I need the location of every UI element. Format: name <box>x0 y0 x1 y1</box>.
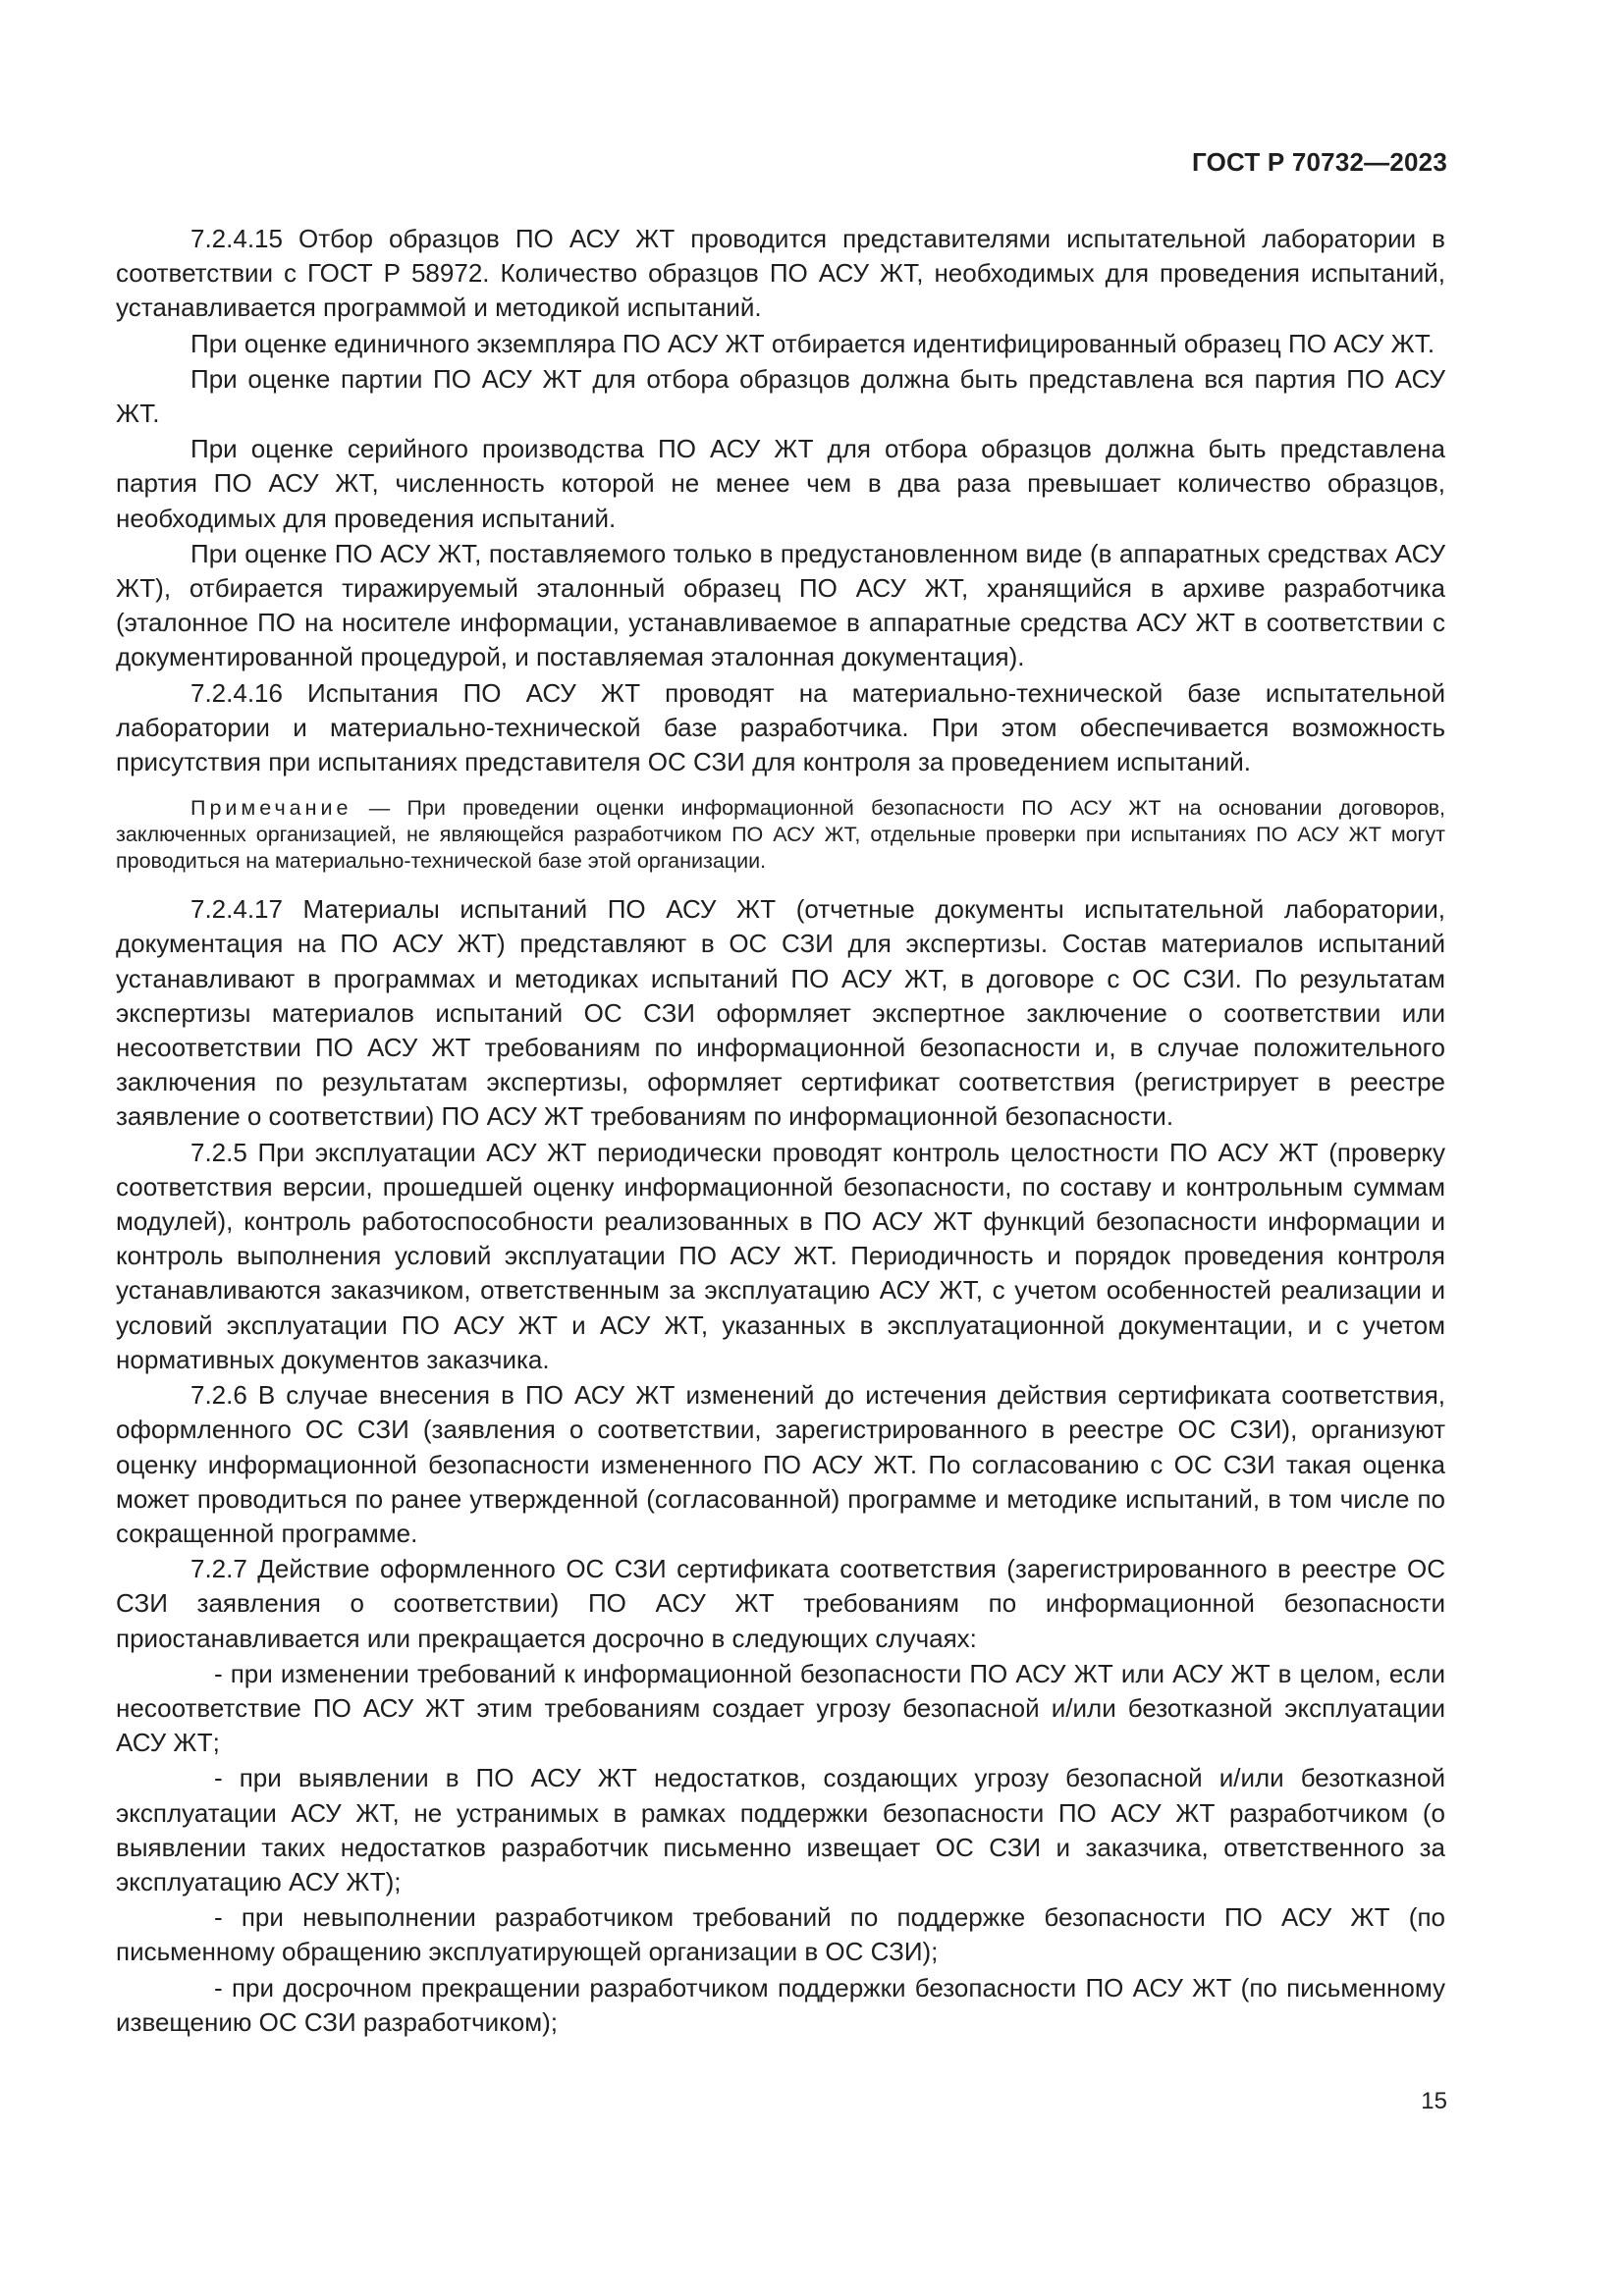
list-item: - при невыполнении разработчиком требований по поддержке безопасности ПО АСУ ЖТ (по письменному обращению эксплуатирующей организации в ОС СЗИ); <box>116 1902 1445 1967</box>
document-body <box>116 222 1445 2041</box>
paragraph: При оценке серийного производства ПО АСУ ЖТ для отбора образцов должна быть представлена партия ПО АСУ ЖТ, численность которой не менее чем в два раза превышает количество образцов, необходимых для проведения испытаний. <box>116 434 1445 533</box>
list-item: - при изменении требований к информационной безопасности ПО АСУ ЖТ или АСУ ЖТ в целом, если несоответствие ПО АСУ ЖТ этим требованиям создает угрозу безопасной и/или безотказной эксплуатации АСУ ЖТ; <box>116 1658 1445 1758</box>
paragraph-7-2-4-16: 7.2.4.16 Испытания ПО АСУ ЖТ проводят на материально-технической базе испытательной лаборатории и материально-технической базе разработчика. При этом обеспечивается возможность присутствия при испытаниях представителя ОС СЗИ для контроля за проведением испытаний. <box>116 677 1445 777</box>
note <box>116 795 1445 875</box>
page-number: 15 <box>1421 2088 1447 2114</box>
paragraph-7-2-4-17: 7.2.4.17 Материалы испытаний ПО АСУ ЖТ (отчетные документы испытательной лаборатории, документация на ПО АСУ ЖТ) представляют в ОС СЗИ для экспертизы. Состав материалов испытаний устанавливают в программах и методиках испытаний ПО АСУ ЖТ, в договоре с ОС СЗИ. По результатам экспертизы материалов испытаний ОС СЗИ оформляет экспертное заключение о соответствии или несоответствии ПО АСУ ЖТ требованиям по информационной безопасности и, в случае положительного заключения по результатам экспертизы, оформляет сертификат соответствия (регистрирует в реестре заявление о соответствии) ПО АСУ ЖТ требованиям по информационной безопасности. <box>116 894 1445 1132</box>
paragraph-7-2-5: 7.2.5 При эксплуатации АСУ ЖТ периодически проводят контроль целостности ПО АСУ ЖТ (проверку соответствия версии, прошедшей оценку информационной безопасности, по составу и контрольным суммам модулей), контроль работоспособности реализованных в ПО АСУ ЖТ функций безопасности информации и контроль выполнения условий эксплуатации ПО АСУ ЖТ. Периодичность и порядок проведения контроля устанавливаются заказчиком, ответственным за эксплуатацию АСУ ЖТ, с учетом особенностей реализации и условий эксплуатации ПО АСУ ЖТ и АСУ ЖТ, указанных в эксплуатационной документации, и с учетом нормативных документов заказчика. <box>116 1137 1445 1374</box>
paragraph-7-2-7: 7.2.7 Действие оформленного ОС СЗИ сертификата соответствия (зарегистрированного в реестре ОС СЗИ заявления о соответствии) ПО АСУ ЖТ требованиям по информационной безопасности приостанавливается или прекращается досрочно в следующих случаях: <box>116 1554 1445 1653</box>
paragraph: При оценке партии ПО АСУ ЖТ для отбора образцов должна быть представлена вся партия ПО АСУ ЖТ. <box>116 363 1445 429</box>
list-item: - при досрочном прекращении разработчиком поддержки безопасности ПО АСУ ЖТ (по письменному извещению ОС СЗИ разработчиком); <box>116 1972 1445 2037</box>
paragraph: При оценке единичного экземпляра ПО АСУ ЖТ отбирается идентифицированный образец ПО АСУ ЖТ. <box>190 328 1435 358</box>
document-header: ГОСТ Р 70732—2023 <box>1192 147 1447 177</box>
paragraph: При оценке ПО АСУ ЖТ, поставляемого только в предустановленном виде (в аппаратных средствах АСУ ЖТ), отбирается тиражируемый эталонный образец ПО АСУ ЖТ, хранящийся в архиве разработчика (эталонное ПО на носителе информации, устанавливаемое в аппаратные средства АСУ ЖТ в соответствии с документированной процедурой, и поставляемая эталонная документация). <box>116 538 1445 672</box>
list-item: - при выявлении в ПО АСУ ЖТ недостатков, создающих угрозу безопасной и/или безотказной эксплуатации АСУ ЖТ, не устранимых в рамках поддержки безопасности ПО АСУ ЖТ разработчиком (о выявлении таких недостатков разработчик письменно извещает ОС СЗИ и заказчика, ответственного за эксплуатацию АСУ ЖТ); <box>116 1763 1445 1896</box>
note-label: Примечание <box>190 796 352 821</box>
note-text: — При проведении оценки информационной безопасности ПО АСУ ЖТ на основании договоров, заключенных организацией, не являющейся разработчиком ПО АСУ ЖТ, отдельные проверки при испытаниях ПО АСУ ЖТ могут проводиться на материально-технической базе этой организации. <box>116 796 1445 874</box>
paragraph-7-2-6: 7.2.6 В случае внесения в ПО АСУ ЖТ изменений до истечения действия сертификата соответствия, оформленного ОС СЗИ (заявления о соответствии, зарегистрированного в реестре ОС СЗИ), организуют оценку информационной безопасности измененного ПО АСУ ЖТ. По согласованию с ОС СЗИ такая оценка может проводиться по ранее утвержденной (согласованной) программе и методике испытаний, в том числе по сокращенной программе. <box>116 1380 1445 1548</box>
paragraph-7-2-4-15: 7.2.4.15 Отбор образцов ПО АСУ ЖТ проводится представителями испытательной лаборатории в соответствии с ГОСТ Р 58972. Количество образцов ПО АСУ ЖТ, необходимых для проведения испытаний, устанавливается программой и методикой испытаний. <box>116 224 1445 323</box>
